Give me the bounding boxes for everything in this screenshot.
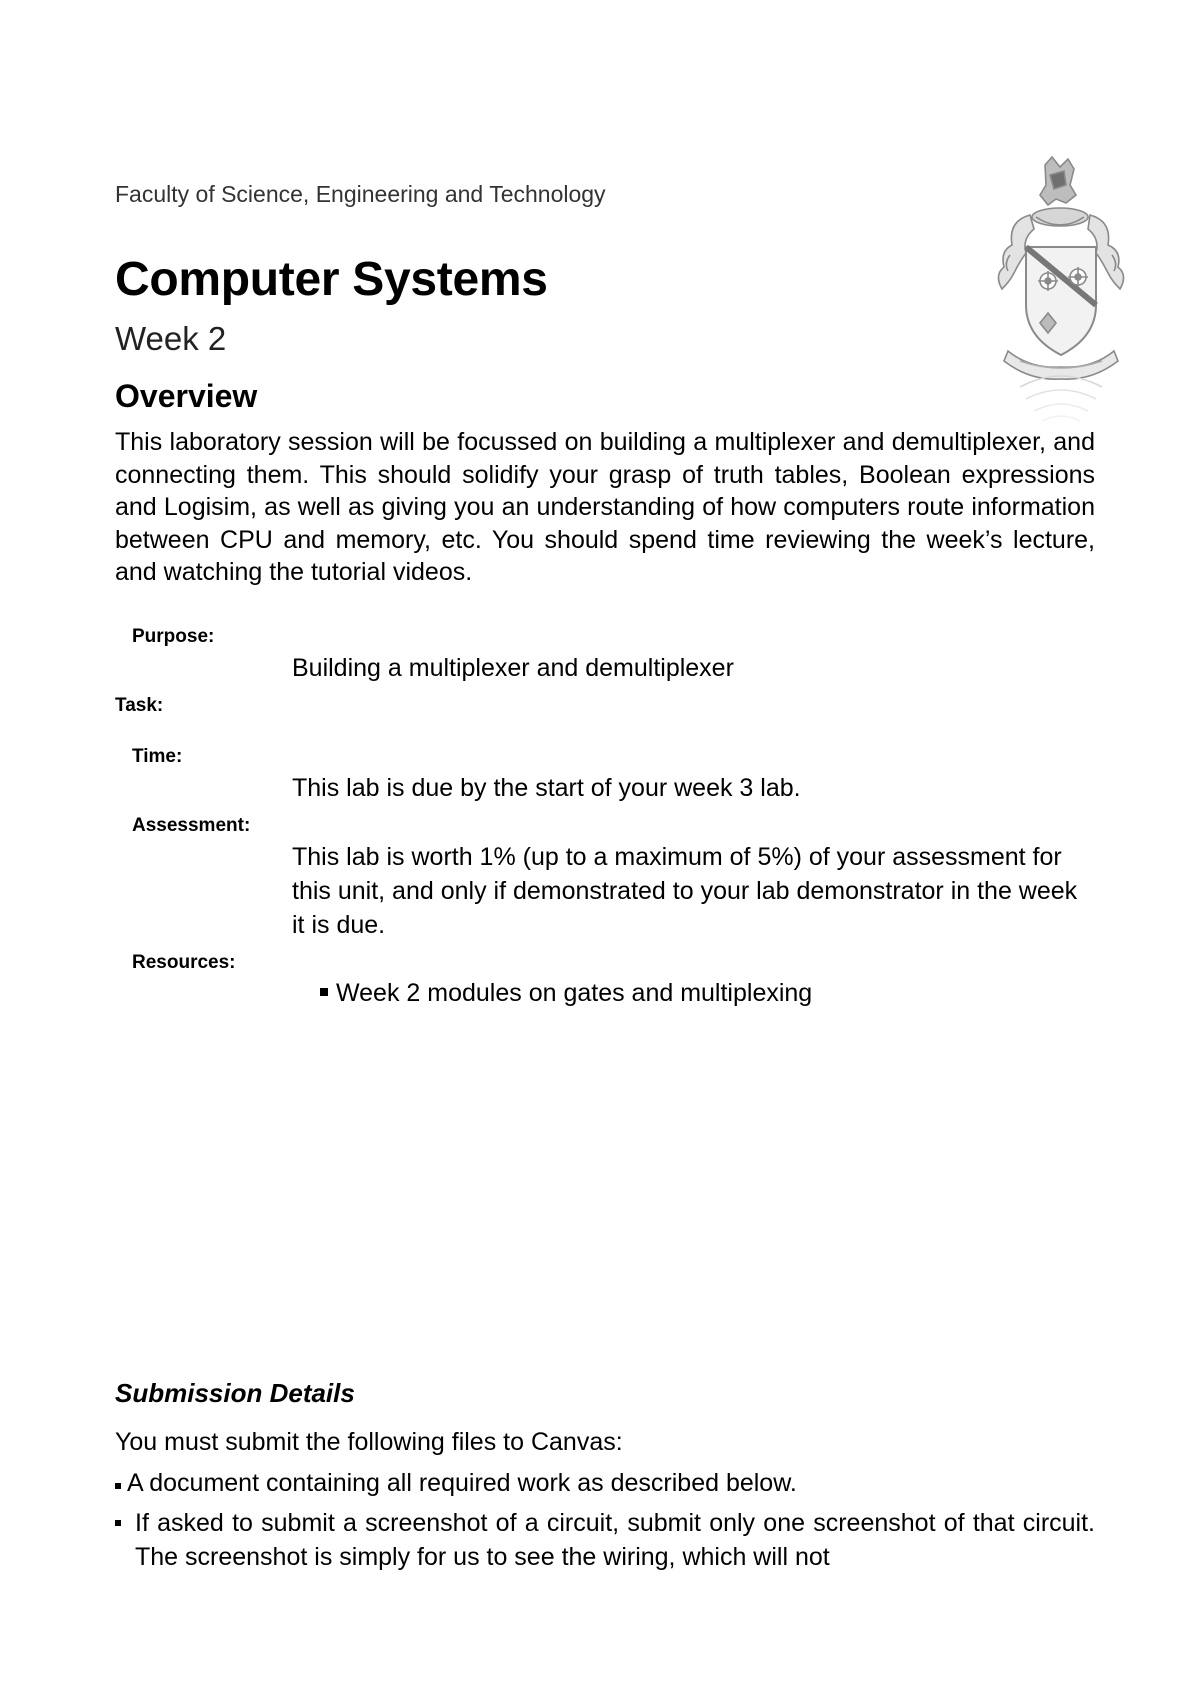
submission-intro: You must submit the following files to Canvas: [115, 1428, 623, 1456]
time-label: Time: [132, 746, 183, 767]
bullet-icon [115, 1483, 121, 1489]
resources-item [320, 976, 1120, 1010]
page-title: Computer Systems [115, 253, 548, 306]
overview-heading: Overview [115, 378, 258, 414]
faculty-name: Faculty of Science, Engineering and Technology [115, 181, 606, 207]
submission-item [115, 1506, 1095, 1574]
overview-body: This laboratory session will be focussed on building a multiplexer and demultiplexer, and connecting them. This should solidify your grasp of truth tables, Boolean expressions and Logisim, as well as giving you an understanding of how computers route information between CPU and memory, etc. You should spend time reviewing the week’s lecture, and watching the tutorial videos. [115, 428, 1095, 586]
resources-label: Resources: [132, 952, 236, 973]
assessment-value: This lab is worth 1% (up to a maximum of 5%) of your assessment for this unit, and only if demonstrated to your lab demonstrator in the week it is due. [292, 843, 1078, 939]
purpose-label: Purpose: [132, 626, 215, 647]
task-label: Task: [115, 695, 164, 716]
time-value: This lab is due by the start of your week 3 lab. [292, 774, 801, 802]
resources-item-text: Week 2 modules on gates and multiplexing [336, 979, 813, 1007]
university-crest-icon [990, 155, 1132, 435]
bullet-icon [115, 1520, 121, 1526]
submission-item-text: A document containing all required work as described below. [127, 1469, 797, 1497]
assessment-label: Assessment: [132, 815, 251, 836]
bullet-icon [320, 988, 328, 996]
submission-item-text: If asked to submit a screenshot of a circuit, submit only one screenshot of that circuit. The screenshot is simply for us to see the wiring, which will not [135, 1509, 1095, 1571]
submission-heading: Submission Details [115, 1378, 355, 1408]
submission-item [115, 1466, 1095, 1500]
purpose-value: Building a multiplexer and demultiplexer [292, 654, 734, 682]
week-subtitle: Week 2 [115, 320, 227, 357]
